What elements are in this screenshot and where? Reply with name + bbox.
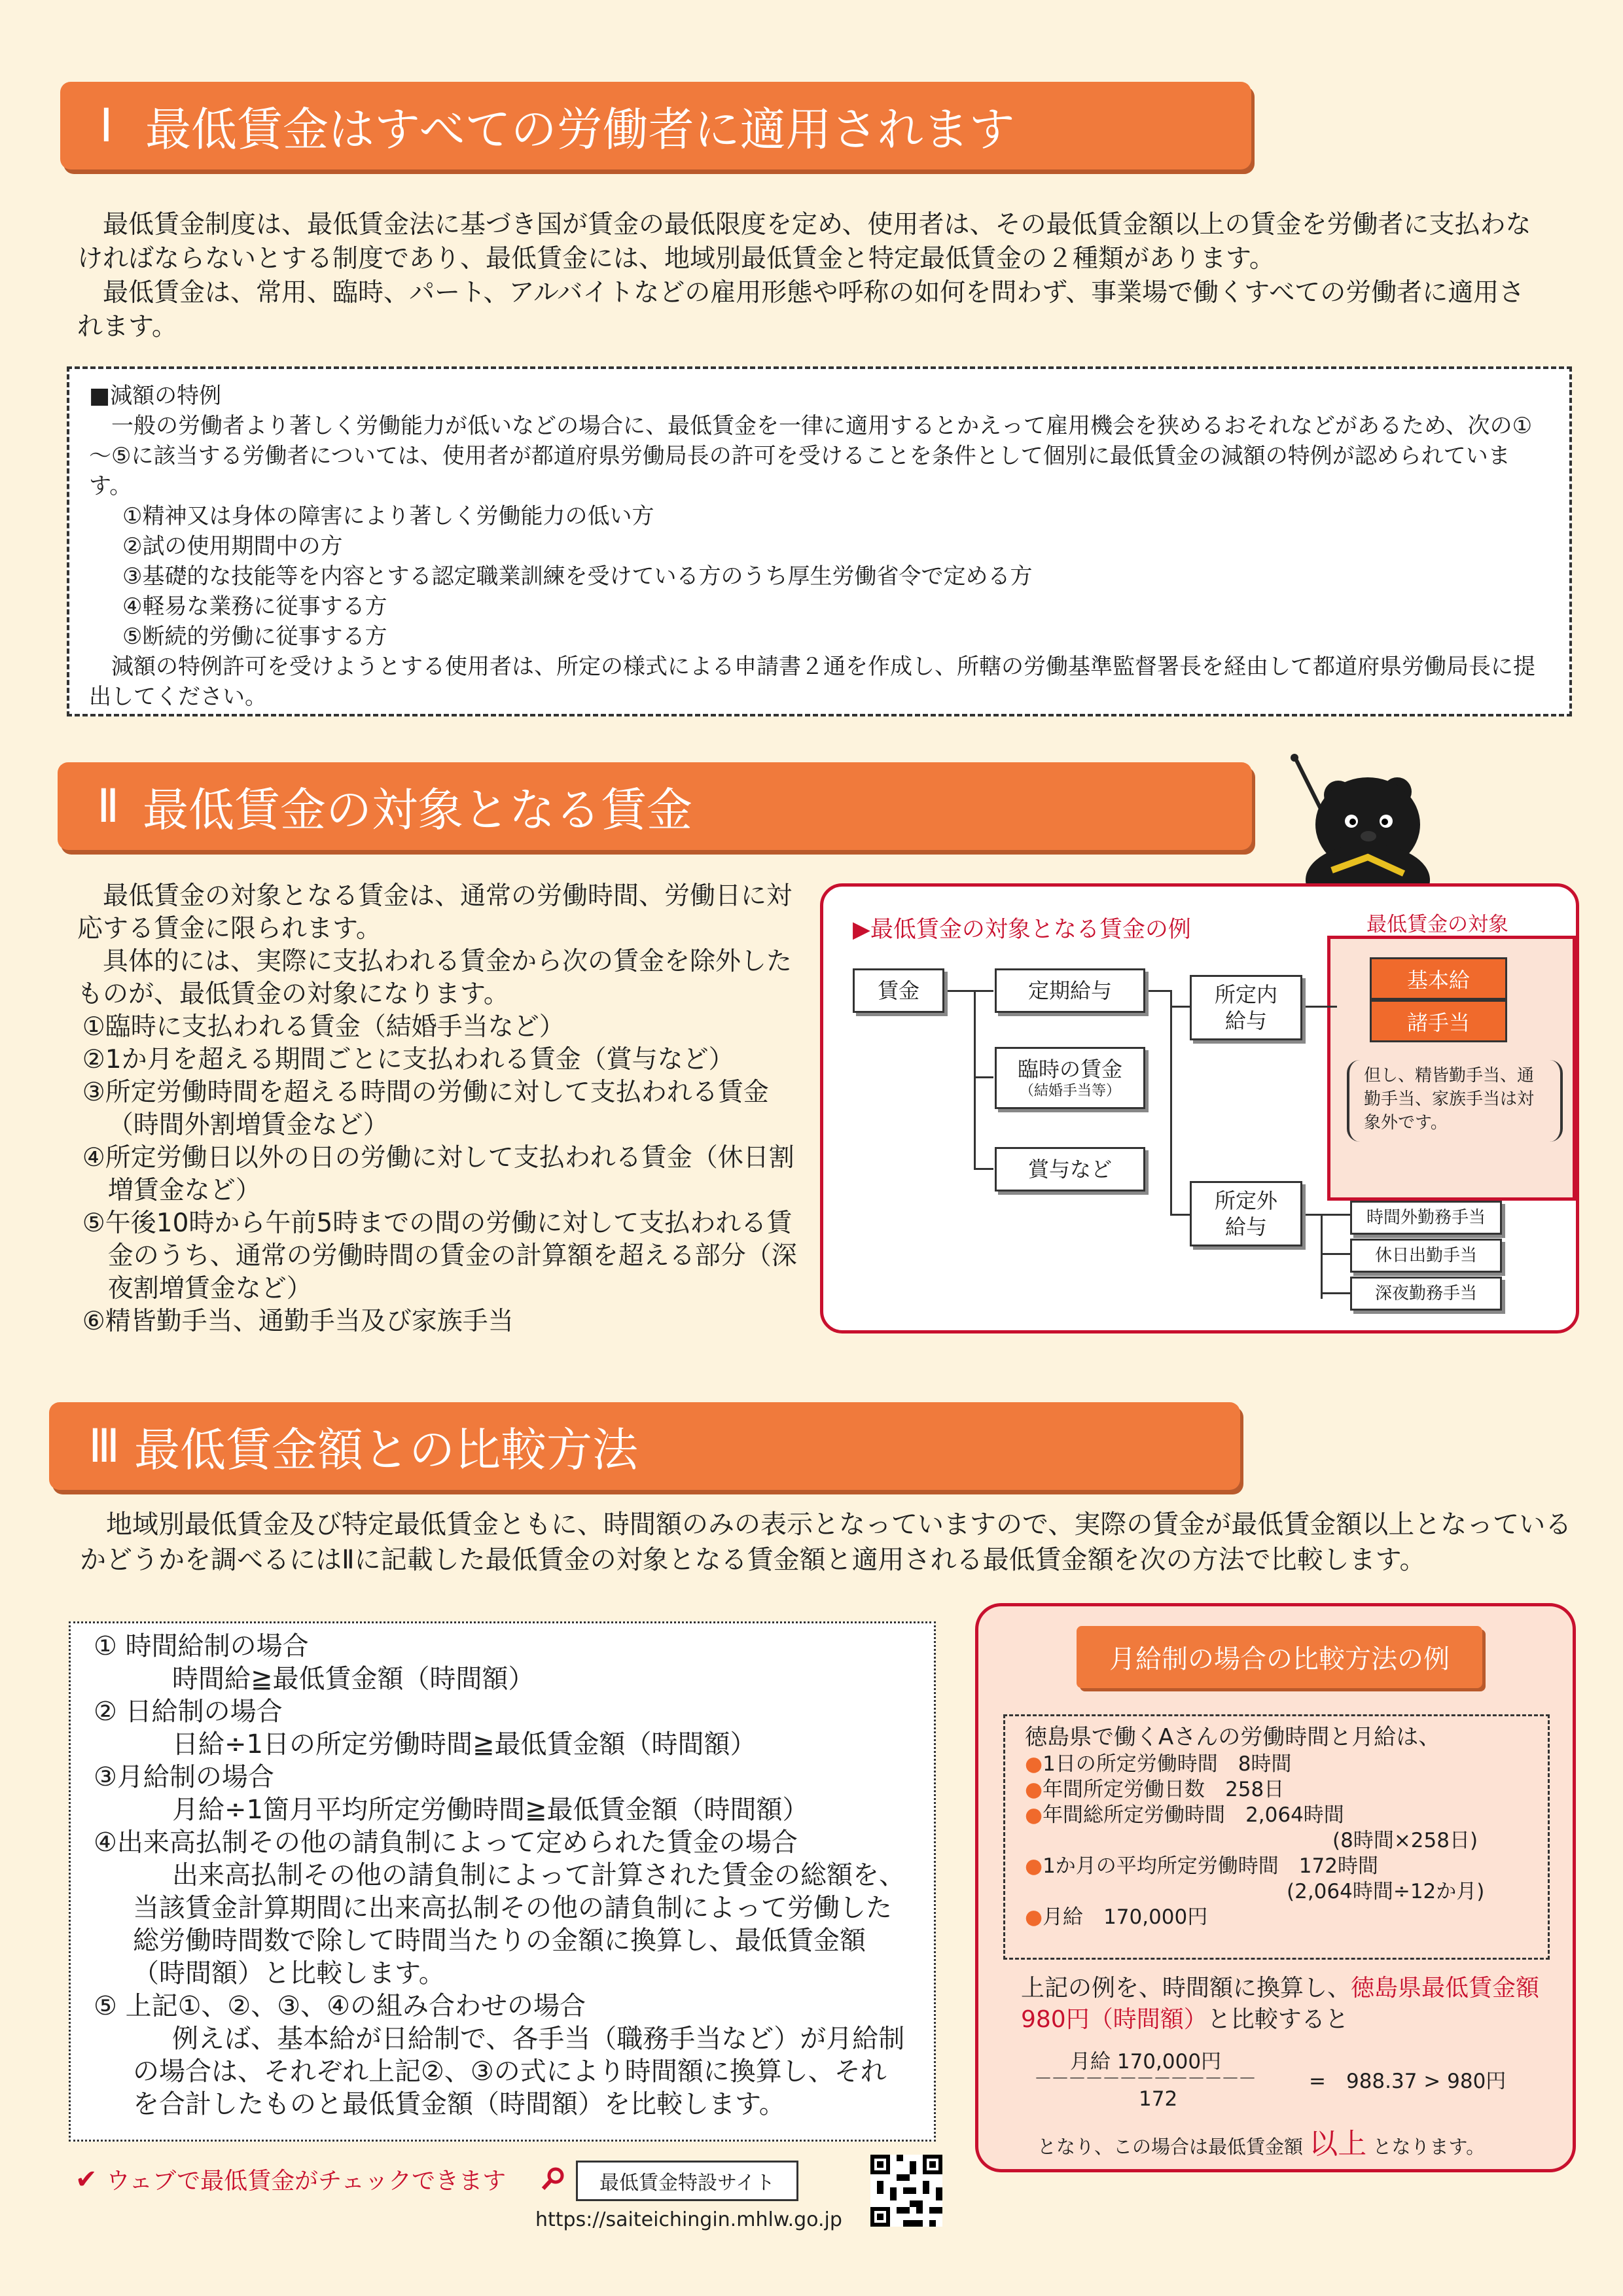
temporary-wage-label: 臨時の賃金 bbox=[1017, 1056, 1122, 1082]
method-detail: 例えば、基本給が日給制で、各手当（職務手当など）が月給制の場合は、それぞれ上記②、③の式により時間額に換算し、それを合計したものと最低賃金額（時間額）を比較します。 bbox=[133, 2024, 905, 2119]
section1-title: 最低賃金はすべての労働者に適用されます bbox=[145, 102, 1015, 156]
method-detail: 時間給≧最低賃金額（時間額） bbox=[172, 1664, 535, 1694]
section2-paragraph2: 具体的には、実際に支払われる賃金から次の賃金を除外したものが、最低賃金の対象になります。 bbox=[77, 947, 793, 1009]
example-row: ●年間総所定労働時間 2,064時間 bbox=[1025, 1803, 1344, 1827]
section1-paragraph: 最低賃金制度は、最低賃金法に基づき国が賃金の最低限度を定め、使用者は、その最低賃金額以上の賃金を労働者に支払わなければならないとする制度であり、最低賃金には、地域別最低賃金と特定最低賃金の２種類があります。 bbox=[77, 210, 1531, 274]
bonus-node: 賞与など bbox=[995, 1147, 1145, 1192]
search-icon bbox=[540, 2166, 566, 2192]
example-row-sub: (2,064時間÷12か月) bbox=[1287, 1880, 1485, 1903]
example-title: 月給制の場合の比較方法の例 bbox=[1077, 1626, 1482, 1688]
regular-pay-node: 定期給与 bbox=[995, 968, 1145, 1013]
reduction-intro: 一般の労働者より著しく労働能力が低いなどの場合に、最低賃金を一律に適用するとかえって雇用機会を狭めるおそれなどがあるため、次の①～⑤に該当する労働者については、使用者が都道府県労働局長の許可を受けることを条件として個別に最低賃金の減額の特例が認められています。 bbox=[89, 413, 1533, 499]
reduction-item: ①精神又は身体の障害により著しく労働能力の低い方 bbox=[122, 503, 654, 529]
wage-node: 賃金 bbox=[853, 968, 944, 1013]
conclusion-emphasis: 以上 bbox=[1309, 2127, 1367, 2161]
example-row-sub: (8時間×258日) bbox=[1332, 1829, 1478, 1852]
temporary-wage-node bbox=[995, 1047, 1145, 1109]
example-data-box bbox=[1003, 1714, 1550, 1960]
example-row: ●月給 170,000円 bbox=[1025, 1905, 1208, 1929]
web-check-banner bbox=[75, 2163, 506, 2196]
qr-code-icon[interactable] bbox=[870, 2155, 942, 2227]
base-salary-node: 基本給 bbox=[1370, 957, 1507, 1000]
exclusion-note bbox=[1347, 1060, 1563, 1142]
non-scheduled-pay-node: 所定外 給与 bbox=[1190, 1181, 1302, 1246]
allowances-node: 諸手当 bbox=[1370, 1000, 1507, 1042]
excluded-wage-item: ⑥精皆勤手当、通勤手当及び家族手当 bbox=[82, 1307, 514, 1336]
excluded-wage-item: ③所定労働時間を超える時間の労働に対して支払われる賃金（時間外割増賃金など） bbox=[82, 1078, 769, 1140]
section2-header bbox=[58, 762, 1252, 850]
comparison-methods-box bbox=[69, 1621, 936, 2142]
excluded-wage-item: ④所定労働日以外の日の労働に対して支払われる賃金（休日割増賃金など） bbox=[82, 1143, 794, 1205]
special-site-button[interactable]: 最低賃金特設サイト bbox=[576, 2161, 798, 2201]
target-label: 最低賃金の対象 bbox=[1366, 913, 1508, 936]
scheduled-pay-node: 所定内 給与 bbox=[1190, 975, 1302, 1040]
conclusion-text: となり、この場合は最低賃金額 以上 となります。 bbox=[1037, 2127, 1486, 2161]
method-detail: 出来高払制その他の請負制によって計算された賃金の総額を、当該賃金計算期間に出来高払制その他の請負制によって労働した総労働時間数で除して時間当たりの金額に換算し、最低賃金額（時間額）と比較します。 bbox=[133, 1860, 905, 1988]
section1-header bbox=[60, 82, 1251, 169]
section3-intro-text: 地域別最低賃金及び特定最低賃金ともに、時間額のみの表示となっていますので、実際の賃金が最低賃金額以上となっているかどうかを調べるにはⅡに記載した最低賃金の対象となる賃金額と適用される最低賃金額を次の方法で比較します。 bbox=[80, 1510, 1572, 1575]
section2-title: 最低賃金の対象となる賃金 bbox=[143, 783, 692, 837]
section1-paragraph: 最低賃金は、常用、臨時、パート、アルバイトなどの雇用形態や呼称の如何を問わず、事業場で働くすべての労働者に適用されます。 bbox=[77, 278, 1525, 342]
site-url[interactable]: https://saiteichingin.mhlw.go.jp bbox=[535, 2208, 842, 2231]
section3-title: 最低賃金額との比較方法 bbox=[134, 1422, 638, 1477]
reduction-item: ②試の使用期間中の方 bbox=[122, 533, 343, 559]
conversion-text: 上記の例を、時間額に換算し、徳島県最低賃金額 980円（時間額）と比較すると bbox=[1021, 1975, 1540, 2033]
section2-body bbox=[77, 880, 797, 1338]
reduction-item: ④軽易な業務に従事する方 bbox=[122, 593, 387, 620]
method-heading: ⑤ 上記①、②、③、④の組み合わせの場合 bbox=[94, 1991, 586, 2021]
result-text: = 988.37 > 980円 bbox=[1309, 2070, 1507, 2093]
denominator: 172 bbox=[1139, 2087, 1178, 2111]
excluded-wage-item: ⑤午後10時から午前5時までの間の労働に対して支払われる賃金のうち、通常の労働時間の賃金の計算額を超える部分（深夜割増賃金など） bbox=[82, 1209, 797, 1303]
night-allowance-node: 深夜勤務手当 bbox=[1350, 1277, 1502, 1311]
reduction-item: ⑤断続的労働に従事する方 bbox=[122, 624, 387, 650]
excluded-wage-item: ①臨時に支払われる賃金（結婚手当など） bbox=[82, 1012, 565, 1042]
section1-number: Ⅰ bbox=[99, 99, 113, 152]
section3-number: Ⅲ bbox=[88, 1419, 120, 1473]
method-heading: ② 日給制の場合 bbox=[94, 1697, 283, 1727]
reduction-box bbox=[67, 366, 1572, 716]
section3-intro bbox=[80, 1507, 1585, 1578]
method-detail: 日給÷1日の所定労働時間≧最低賃金額（時間額） bbox=[172, 1729, 757, 1759]
reduction-heading: ■減額の特例 bbox=[89, 383, 222, 409]
section1-body bbox=[77, 208, 1537, 344]
wage-structure-diagram bbox=[820, 883, 1579, 1333]
monthly-example-box bbox=[975, 1603, 1576, 2172]
reduction-item: ③基礎的な技能等を内容とする認定職業訓練を受けている方のうち厚生労働省令で定める方 bbox=[122, 563, 1033, 590]
excluded-wage-item: ②1か月を超える期間ごとに支払われる賃金（賞与など） bbox=[82, 1045, 734, 1074]
section3-header bbox=[49, 1402, 1240, 1490]
checkmark-icon: ✔ bbox=[75, 2164, 98, 2195]
temporary-wage-sub: （結婚手当等） bbox=[1019, 1082, 1120, 1099]
fraction-bar: －－－－－－－－－－－－－ bbox=[1034, 2068, 1256, 2089]
reduction-outro: 減額の特例許可を受けようとする使用者は、所定の様式による申請書２通を作成し、所轄の労働基準監督署長を経由して都道府県労働局長に提出してください。 bbox=[89, 654, 1535, 710]
example-lead: 徳島県で働くAさんの労働時間と月給は、 bbox=[1025, 1724, 1441, 1750]
exclusion-note-text: 但し、精皆勤手当、通勤手当、家族手当は対象外です。 bbox=[1364, 1066, 1535, 1133]
bear-mascot-illustration bbox=[1283, 752, 1440, 883]
method-heading: ③月給制の場合 bbox=[94, 1762, 274, 1792]
web-check-text: ウェブで最低賃金がチェックできます bbox=[106, 2168, 507, 2195]
numerator: 月給 170,000円 bbox=[1070, 2050, 1222, 2074]
method-heading: ④出来高払制その他の請負制によって定められた賃金の場合 bbox=[94, 1828, 798, 1858]
section2-paragraph1: 最低賃金の対象となる賃金は、通常の労働時間、労働日に対応する賃金に限られます。 bbox=[77, 881, 793, 944]
example-row: ●1か月の平均所定労働時間 172時間 bbox=[1025, 1854, 1378, 1878]
example-row: ●年間所定労働日数 258日 bbox=[1025, 1778, 1285, 1801]
method-heading: ① 時間給制の場合 bbox=[94, 1631, 309, 1661]
diagram-title: ▶最低賃金の対象となる賃金の例 bbox=[853, 917, 1191, 943]
overtime-allowance-node: 時間外勤務手当 bbox=[1350, 1201, 1502, 1235]
section2-number: Ⅱ bbox=[97, 779, 120, 833]
holiday-allowance-node: 休日出勤手当 bbox=[1350, 1239, 1502, 1273]
method-detail: 月給÷1箇月平均所定労働時間≧最低賃金額（時間額） bbox=[172, 1795, 809, 1825]
example-row: ●1日の所定労働時間 8時間 bbox=[1025, 1752, 1292, 1776]
